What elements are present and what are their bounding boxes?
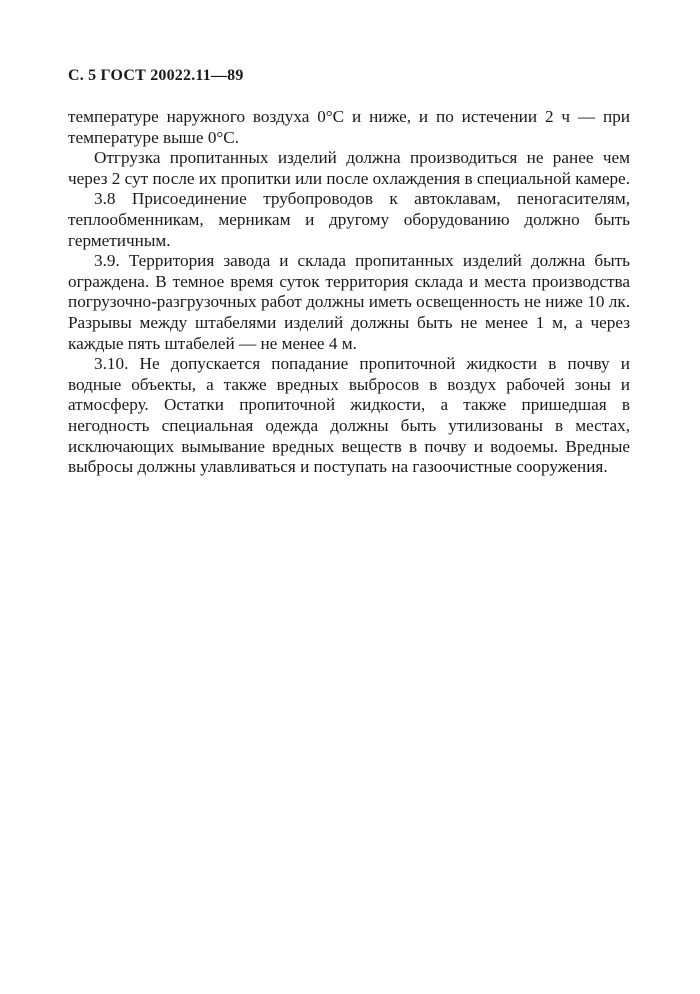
section-3-9-paragraph: 3.9. Территория завода и склада пропитанных изделий должна быть ограждена. В темное время суток территория склада и места производства погрузочно-разгрузочных работ должны иметь освещенность не ниже 10 лк. Разрывы между штабелями изделий должны быть не менее 1 м, а через каждые пять штабелей — не менее 4 м. [68,251,630,353]
shipment-paragraph: Отгрузка пропитанных изделий должна производиться не ранее чем через 2 сут после их пропитки или после охлаждения в специальной камере. [68,148,630,188]
page-body [68,107,630,478]
section-3-10-paragraph: 3.10. Не допускается попадание пропиточной жидкости в почву и водные объекты, а также вредных выбросов в воздух рабочей зоны и атмосферу. Остатки пропиточной жидкости, а также пришедшая в негодность специальная одежда должны быть утилизованы в местах, исключающих вымывание вредных веществ в почву и водоемы. Вредные выбросы должны улавливаться и поступать на газоочистные сооружения. [68,354,630,477]
page-header: С. 5 ГОСТ 20022.11—89 [68,67,244,84]
continuation-paragraph: температуре наружного воздуха 0°С и ниже, и по истечении 2 ч — при температуре выше 0°С. [68,107,630,147]
section-3-8-paragraph: 3.8 Присоединение трубопроводов к автоклавам, пеногасителям, теплообменникам, мерникам и другому оборудованию должно быть герметичным. [68,189,630,250]
